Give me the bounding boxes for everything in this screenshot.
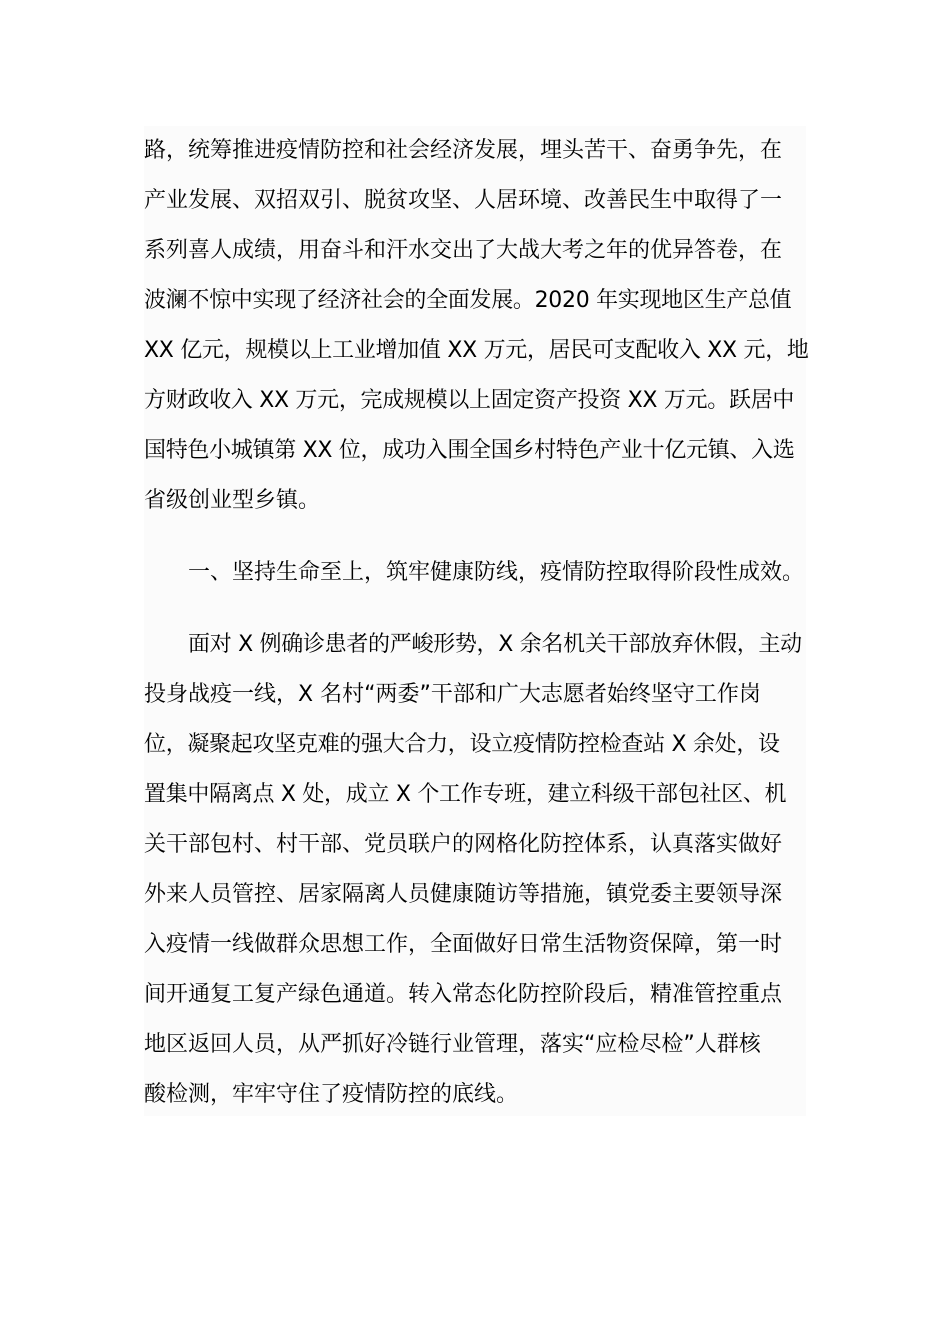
document-body	[144, 126, 809, 1116]
paragraph-2-line-7: 入疫情一线做群众思想工作，全面做好日常生活物资保障，第一时	[144, 932, 783, 957]
paragraph-1-line-7: 国特色小城镇第 XX 位，成功入围全国乡村特色产业十亿元镇、入选	[144, 438, 795, 463]
paragraph-1-line-4: 波澜不惊中实现了经济社会的全面发展。2020 年实现地区生产总值	[144, 288, 792, 313]
paragraph-2-line-8: 间开通复工复产绿色通道。转入常态化防控阶段后，精准管控重点	[144, 982, 783, 1007]
paragraph-2-line-1: 面对 X 例确诊患者的严峻形势，X 余名机关干部放弃休假，主动	[188, 632, 802, 657]
paragraph-1-line-6: 方财政收入 XX 万元，完成规模以上固定资产投资 XX 万元。跃居中	[144, 388, 795, 413]
paragraph-1-line-5: XX 亿元，规模以上工业增加值 XX 万元，居民可支配收入 XX 元，地	[144, 338, 809, 363]
paragraph-1-line-2: 产业发展、双招双引、脱贫攻坚、人居环境、改善民生中取得了一	[144, 188, 783, 213]
paragraph-2-line-9: 地区返回人员，从严抓好冷链行业管理，落实“应检尽检”人群核	[144, 1032, 761, 1057]
section-heading: 一、坚持生命至上，筑牢健康防线，疫情防控取得阶段性成效。	[188, 560, 805, 585]
paragraph-2-line-4: 置集中隔离点 X 处，成立 X 个工作专班，建立科级干部包社区、机	[144, 782, 787, 807]
paragraph-2-line-3: 位，凝聚起攻坚克难的强大合力，设立疫情防控检查站 X 余处，设	[144, 732, 780, 757]
paragraph-1-line-1: 路，统筹推进疫情防控和社会经济发展，埋头苦干、奋勇争先，在	[144, 138, 783, 163]
paragraph-2-line-6: 外来人员管控、居家隔离人员健康随访等措施，镇党委主要领导深	[144, 882, 783, 907]
paragraph-1-line-3: 系列喜人成绩，用奋斗和汗水交出了大战大考之年的优异答卷，在	[144, 238, 783, 263]
paragraph-1-line-8: 省级创业型乡镇。	[144, 488, 321, 513]
paragraph-2-line-10: 酸检测，牢牢守住了疫情防控的底线。	[144, 1082, 519, 1107]
paragraph-2-line-5: 关干部包村、村干部、党员联户的网格化防控体系，认真落实做好	[144, 832, 783, 857]
paragraph-2-line-2: 投身战疫一线，X 名村“两委”干部和广大志愿者始终坚守工作岗	[144, 682, 761, 707]
